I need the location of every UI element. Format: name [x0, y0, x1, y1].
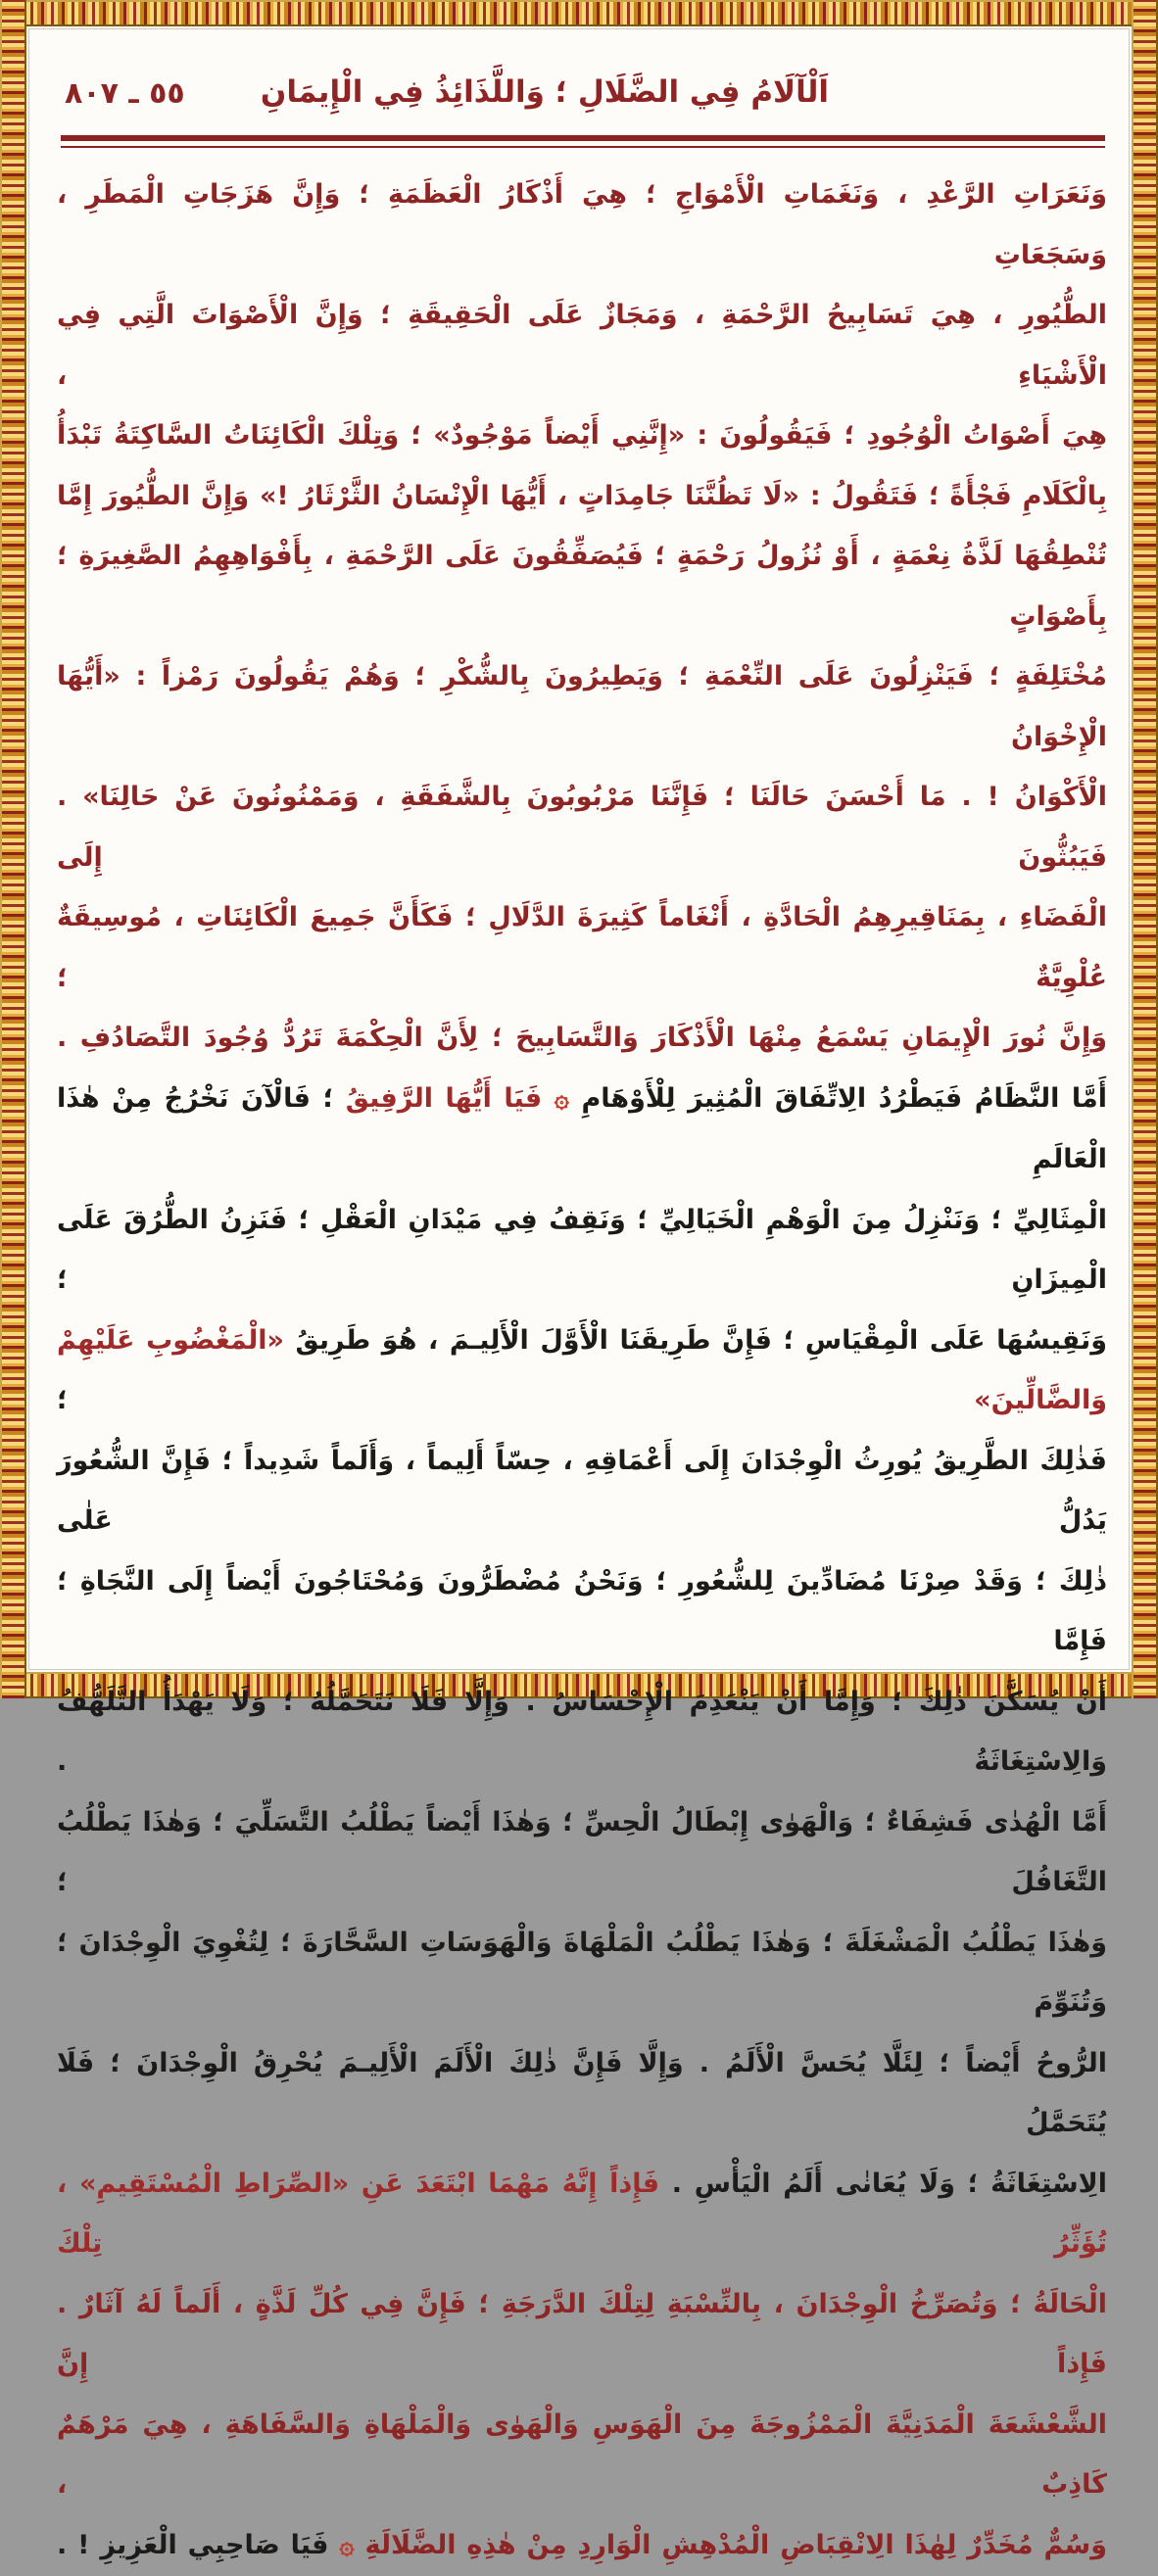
text-line [57, 1431, 1107, 1551]
text-line [57, 1672, 1107, 1792]
text-segment: ؛ [57, 1385, 974, 1415]
text-segment: ؛ فَالْآنَ نَخْرُجُ مِنْ هٰذَا الْعَالَمِ [57, 1083, 1107, 1175]
ornamental-border-right [1132, 0, 1158, 1698]
page-header [61, 74, 1103, 129]
text-segment: وَنَعَرَاتِ الرَّعْدِ ، وَنَغَمَاتِ الْأَمْوَاجِ ؛ هِيَ أَذْكَارُ الْعَظَمَةِ ؛ وَإِنَّ هَزَجَاتِ الْمَطَرِ ، وَسَجَعَاتِ [57, 179, 1107, 270]
text-segment: الْأَكْوَانُ ! . مَا أَحْسَنَ حَالَنَا ؛ فَإِنَّنَا مَرْبُوبُونَ بِالشَّفَقَةِ ، وَمَمْنُونُونَ عَنْ حَالِنَا» . فَيَبُثُّونَ إِلَى [57, 782, 1107, 873]
text-segment: الْحَالَةُ ؛ وَتُصَرِّخُ الْوِجْدَانَ ، بِالنِّسْبَةِ لِتِلْكَ الدَّرَجَةِ ؛ فَإِنَّ فِي كُلِّ لَذَّةٍ ، أَلَماً لَهُ آثَارٌ . فَإِذاً إِنَّ [57, 2289, 1107, 2380]
text-line [57, 1069, 1107, 1190]
text-segment: أَمَّا النَّظَامُ فَيَطْرُدُ الِاتِّفَاقَ الْمُثِيرَ لِلْأَوْهَامِ [569, 1083, 1107, 1114]
text-segment: فَذٰلِكَ الطَّرِيقُ يُورِثُ الْوِجْدَانَ إِلَى أَعْمَاقِهِ ، حِسّاً أَلِيماً ، وَأَلَماً شَدِيداً ؛ فَإِنَّ الشُّعُورَ يَدُلُّ عَلٰى [57, 1446, 1107, 1537]
rosette-icon: ۞ [339, 2531, 354, 2560]
page-title: اَلْآلَامُ فِي الضَّلَالِ ؛ وَاللَّذَائِذُ فِي الْإِيمَانِ [24, 74, 1066, 110]
text-segment: فَإِذاً إِنَّهُ مَهْمَا ابْتَعَدَ عَنِ «الصِّرَاطِ الْمُسْتَقِيمِ» ، تُؤَثِّرُ تِلْكَ [57, 2169, 1107, 2260]
text-line [57, 405, 1107, 466]
text-line [57, 1190, 1107, 1311]
text-segment: وَهٰذَا يَطْلُبُ الْمَشْغَلَةَ ؛ وَهٰذَا يَطْلُبُ الْمَلْهَاةَ وَالْهَوَسَاتِ السَّحَّارَةَ ؛ لِتُغْوِيَ الْوِجْدَانَ ؛ وَتُنَوِّمَ [57, 1928, 1107, 2019]
text-segment: الشَّعْشَعَةَ الْمَدَنِيَّةَ الْمَمْزُوجَةَ مِنَ الْهَوَسِ وَالْهَوٰى وَالْمَلْهَاةِ وَالسَّفَاهَةِ ، هِيَ مَرْهَمٌ كَاذِبٌ ، [57, 2409, 1107, 2501]
text-segment: أَمَّا الْهُدٰى فَشِفَاءٌ ؛ وَالْهَوٰى إِبْطَالُ الْحِسِّ ؛ وَهٰذَا أَيْضاً يَطْلُبُ التَّسَلِّيَ ؛ وَهٰذَا يَطْلُبُ التَّغَافُلَ ؛ [57, 1807, 1107, 1898]
text-line [57, 165, 1107, 285]
text-line [57, 526, 1107, 646]
text-segment: الِاسْتِغَاثَةُ ؛ وَلَا يُعَانٰى أَلَمُ الْيَأْسِ . [659, 2169, 1107, 2199]
text-line [57, 887, 1107, 1008]
text-segment: وَسُمٌّ مُخَدِّرٌ لِهٰذَا الِانْقِبَاضِ الْمُدْهِشِ الْوَارِدِ مِنْ هٰذِهِ الضَّلَالَةِ [355, 2530, 1107, 2560]
text-segment: مُخْتَلِفَةٍ ؛ فَيَنْزِلُونَ عَلَى النِّعْمَةِ ؛ وَيَطِيرُونَ بِالشُّكْرِ ؛ وَهُمْ يَقُولُونَ رَمْزاً : «أَيُّهَا الْإِخْوَانُ [57, 661, 1107, 752]
text-segment: هِيَ أَصْوَاتُ الْوُجُودِ ؛ فَيَقُولُونَ : «إِنَّنِي أَيْضاً مَوْجُودٌ» ؛ وَتِلْكَ الْكَائِنَاتُ السَّاكِتَةُ تَبْدَأُ [57, 420, 1107, 451]
text-line [57, 646, 1107, 767]
text-line [57, 2395, 1107, 2515]
text-line [57, 1311, 1107, 1431]
text-line [57, 1008, 1107, 1069]
text-line [57, 2515, 1107, 2576]
text-segment: الرُّوحُ أَيْضاً ؛ لِئَلَّا يُحَسَّ الْأَلَمُ . وَإِلَّا فَإِنَّ ذٰلِكَ الْأَلَمَ الْأَلِيـمَ يُحْرِقُ الْوِجْدَانَ ؛ فَلَا يُتَحَمَّلُ [57, 2048, 1107, 2139]
page-number: ٥٥ ـ ٨٠٧ [65, 76, 185, 111]
text-line [57, 1792, 1107, 1913]
text-line [57, 1913, 1107, 2033]
text-segment: أَنْ يُسَكَّنَ ذٰلِكَ ؛ وَإِمَّا أَنْ يَنْعَدِمَ الْإِحْسَاسُ . وَإِلَّا فَلَا نَتَحَمَّلُهُ ؛ وَلَا يَهْدَأُ التَّلَهُّفُ وَالِاسْتِغَاثَةُ . [57, 1687, 1107, 1778]
text-segment: الْمِثَالِيِّ ؛ وَنَنْزِلُ مِنَ الْوَهْمِ الْخَيَالِيِّ ؛ وَنَقِفُ فِي مَيْدَانِ الْعَقْلِ ؛ فَنَزِنُ الطُّرُقَ عَلَى الْمِيزَانِ ؛ [57, 1205, 1107, 1296]
text-segment: الْفَضَاءِ ، بِمَنَاقِيرِهِمُ الْحَادَّةِ ، أَنْغَاماً كَثِيرَةَ الدَّلَالِ ؛ فَكَأَنَّ جَمِيعَ الْكَائِنَاتِ ، مُوسِيقَةٌ عُلْوِيَّةٌ ؛ [57, 902, 1107, 993]
text-line [57, 2154, 1107, 2274]
text-body [57, 165, 1107, 2576]
text-segment: وَنَقِيسُهَا عَلَى الْمِقْيَاسِ ؛ فَإِنَّ طَرِيقَنَا الْأَوَّلَ الْأَلِيـمَ ، هُوَ طَرِيقُ [284, 1325, 1107, 1356]
text-line [57, 767, 1107, 887]
ornamental-border-left [0, 0, 26, 1698]
text-segment: ذٰلِكَ ؛ وَقَدْ صِرْنَا مُضَادِّينَ لِلشُّعُورِ ؛ وَنَحْنُ مُضْطَرُّونَ وَمُحْتَاجُونَ أَيْضاً إِلَى النَّجَاةِ ؛ فَإِمَّا [57, 1566, 1107, 1657]
text-line [57, 466, 1107, 527]
text-segment: «الْمَغْضُوبِ عَلَيْهِمْ وَالضَّالِّينَ» [57, 1325, 1107, 1416]
header-double-rule [61, 135, 1105, 148]
text-segment: وَإِنَّ نُورَ الْإِيمَانِ يَسْمَعُ مِنْهَا الْأَذْكَارَ وَالتَّسَابِيحَ ؛ لِأَنَّ الْحِكْمَةَ تَرُدُّ وُجُودَ التَّصَادُفِ . [57, 1023, 1107, 1053]
text-line [57, 1551, 1107, 1672]
text-segment: الطُّيُورِ ، هِيَ تَسَابِيحُ الرَّحْمَةِ ، وَمَجَازٌ عَلَى الْحَقِيقَةِ ؛ وَإِنَّ الْأَصْوَاتَ الَّتِي فِي الْأَشْيَاءِ ، [57, 300, 1107, 391]
text-line [57, 2033, 1107, 2154]
text-segment: تُنْطِقُهَا لَذَّةُ نِعْمَةٍ ، أَوْ نُزُولُ رَحْمَةٍ ؛ فَيُصَفِّقُونَ عَلَى الرَّحْمَةِ ، بِأَفْوَاهِهِمُ الصَّغِيرَةِ ؛ بِأَصْوَاتٍ [57, 541, 1107, 632]
text-segment: فَيَا أَيُّهَا الرَّفِيقُ [346, 1083, 555, 1114]
text-segment: فَيَا صَاحِبِي الْعَزِيزِ ! . [57, 2530, 339, 2560]
rosette-icon: ۞ [555, 1084, 569, 1114]
text-segment: بِالْكَلَامِ فَجْأَةً ؛ فَتَقُولُ : «لَا تَظُنَّنَا جَامِدَاتٍ ، أَيُّهَا الْإِنْسَانُ الثَّرْثَارُ !» وَإِنَّ الطُّيُورَ إِمَّا [57, 481, 1107, 511]
text-line [57, 2274, 1107, 2395]
text-line [57, 285, 1107, 405]
ornamental-border-top [0, 0, 1158, 26]
